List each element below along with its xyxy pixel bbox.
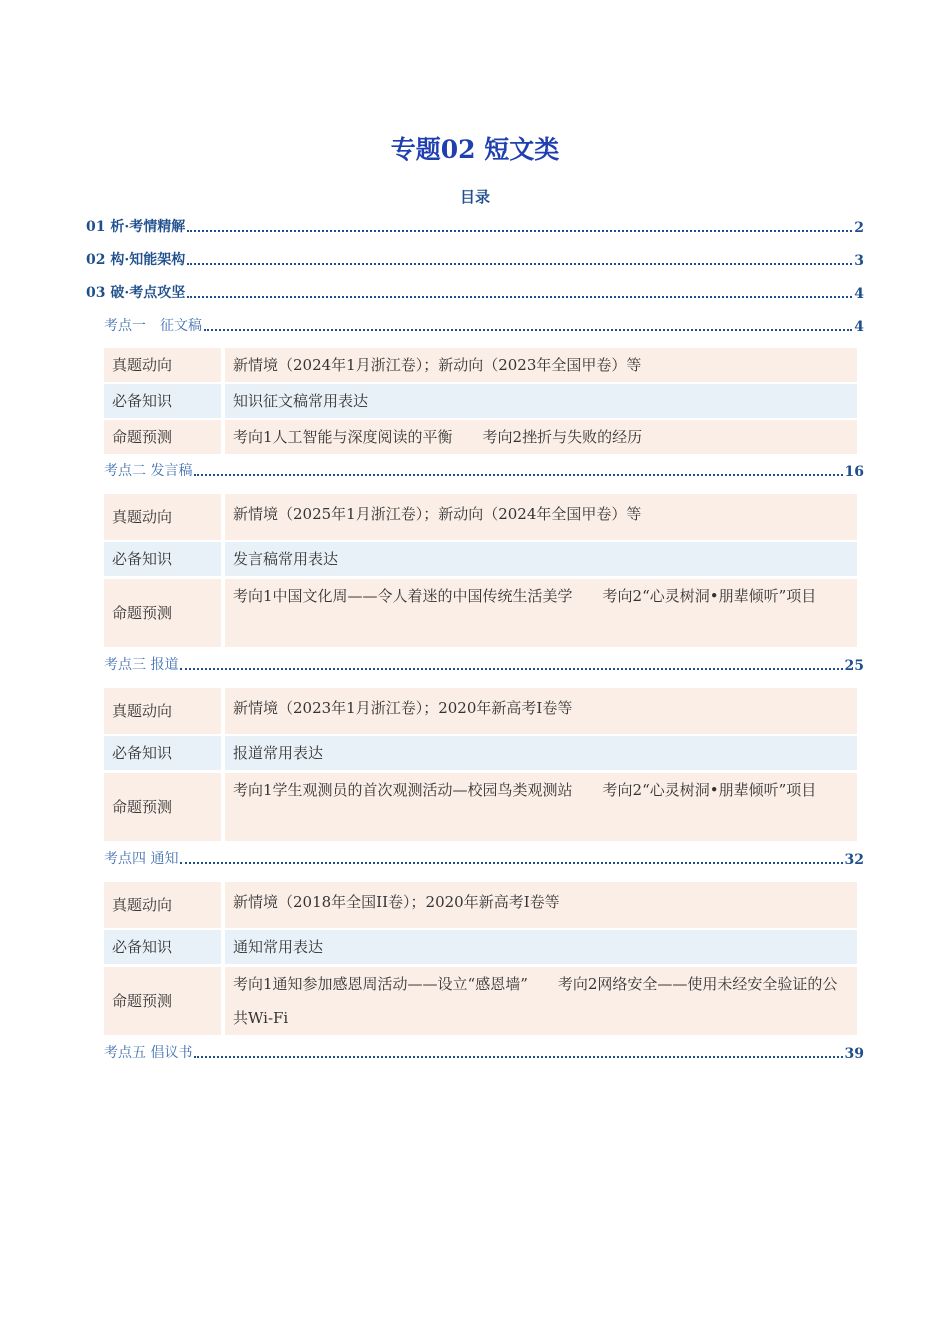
prediction-b: 考向2“心灵树洞•朋辈倾听”项目	[602, 587, 817, 605]
prediction-a: 考向1学生观测员的首次观测活动—校园鸟类观测站	[233, 781, 573, 799]
toc-entry-01[interactable]	[86, 214, 864, 236]
toc-entry-page: 3	[854, 253, 864, 269]
prediction-b: 考向2网络安全——使用未经安全验证的公共Wi-Fi	[233, 975, 838, 1027]
toc-point-page: 32	[844, 852, 864, 868]
toc-leader-dots	[204, 329, 852, 331]
toc-entry-page: 2	[854, 220, 864, 236]
row-key: 必备知识	[104, 542, 221, 576]
prediction-b: 考向2“心灵树洞•朋辈倾听”项目	[602, 781, 817, 799]
table-row	[104, 930, 857, 964]
row-key: 真题动向	[104, 348, 221, 382]
row-key: 必备知识	[104, 736, 221, 770]
toc-point-4[interactable]	[104, 846, 864, 868]
toc-point-page: 4	[854, 319, 864, 335]
row-value: 报道常用表达	[225, 736, 857, 770]
table-row	[104, 882, 857, 928]
row-value	[225, 420, 857, 454]
row-key: 真题动向	[104, 688, 221, 734]
toc-entry-label: 03 破·考点攻坚	[86, 285, 186, 301]
table-row	[104, 579, 857, 647]
row-value: 知识征文稿常用表达	[225, 384, 857, 418]
toc-point-page: 16	[844, 464, 864, 480]
toc-entry-02[interactable]	[86, 247, 864, 269]
toc-point-1[interactable]	[104, 313, 864, 335]
row-value: 发言稿常用表达	[225, 542, 857, 576]
table-row	[104, 494, 857, 540]
row-value	[225, 967, 857, 1035]
toc-leader-dots	[194, 1056, 842, 1058]
toc-entry-label: 02 构·知能架构	[86, 252, 186, 268]
row-key: 真题动向	[104, 494, 221, 540]
row-value: 新情境（2024年1月浙江卷）；新动向（2023年全国甲卷）等	[225, 348, 857, 382]
toc-point-3[interactable]	[104, 652, 864, 674]
toc-leader-dots	[187, 296, 852, 298]
row-value: 新情境（2018年全国II卷）；2020年新高考I卷等	[225, 882, 857, 928]
row-value	[225, 773, 857, 841]
page-title: 专题02 短文类	[390, 135, 560, 164]
table-row	[104, 348, 857, 382]
toc-entry-03[interactable]	[86, 280, 864, 302]
row-value: 新情境（2023年1月浙江卷）；2020年新高考I卷等	[225, 688, 857, 734]
row-key: 真题动向	[104, 882, 221, 928]
table-row	[104, 420, 857, 454]
toc-leader-dots	[180, 668, 842, 670]
toc-point-page: 25	[844, 658, 864, 674]
toc-point-2[interactable]	[104, 458, 864, 480]
table-row	[104, 384, 857, 418]
row-key: 必备知识	[104, 930, 221, 964]
prediction-a: 考向1人工智能与深度阅读的平衡	[233, 428, 453, 446]
toc-point-label: 考点三 报道	[104, 657, 179, 673]
table-row	[104, 967, 857, 1035]
table-row	[104, 773, 857, 841]
toc-heading: 目录	[459, 188, 490, 206]
row-key: 命题预测	[104, 967, 221, 1035]
prediction-a: 考向1通知参加感恩周活动——设立“感恩墙”	[233, 975, 528, 993]
row-key: 命题预测	[104, 420, 221, 454]
row-key: 必备知识	[104, 384, 221, 418]
toc-entry-page: 4	[854, 286, 864, 302]
table-row	[104, 688, 857, 734]
toc-point-label: 考点五 倡议书	[104, 1045, 193, 1061]
prediction-a: 考向1中国文化周——令人着迷的中国传统生活美学	[233, 587, 573, 605]
toc-leader-dots	[180, 862, 842, 864]
table-row	[104, 736, 857, 770]
toc-entry-label: 01 析·考情精解	[86, 219, 186, 235]
prediction-b: 考向2挫折与失败的经历	[482, 428, 643, 446]
row-value: 通知常用表达	[225, 930, 857, 964]
toc-point-page: 39	[844, 1046, 864, 1062]
toc-point-label: 考点一 征文稿	[104, 318, 202, 334]
toc-leader-dots	[187, 230, 852, 232]
row-value: 新情境（2025年1月浙江卷）；新动向（2024年全国甲卷）等	[225, 494, 857, 540]
toc-leader-dots	[187, 263, 852, 265]
toc-point-5[interactable]	[104, 1040, 864, 1062]
toc-leader-dots	[194, 474, 842, 476]
toc-point-label: 考点四 通知	[104, 851, 179, 867]
row-key: 命题预测	[104, 773, 221, 841]
toc-point-label: 考点二 发言稿	[104, 463, 193, 479]
row-value	[225, 579, 857, 647]
table-row	[104, 542, 857, 576]
row-key: 命题预测	[104, 579, 221, 647]
